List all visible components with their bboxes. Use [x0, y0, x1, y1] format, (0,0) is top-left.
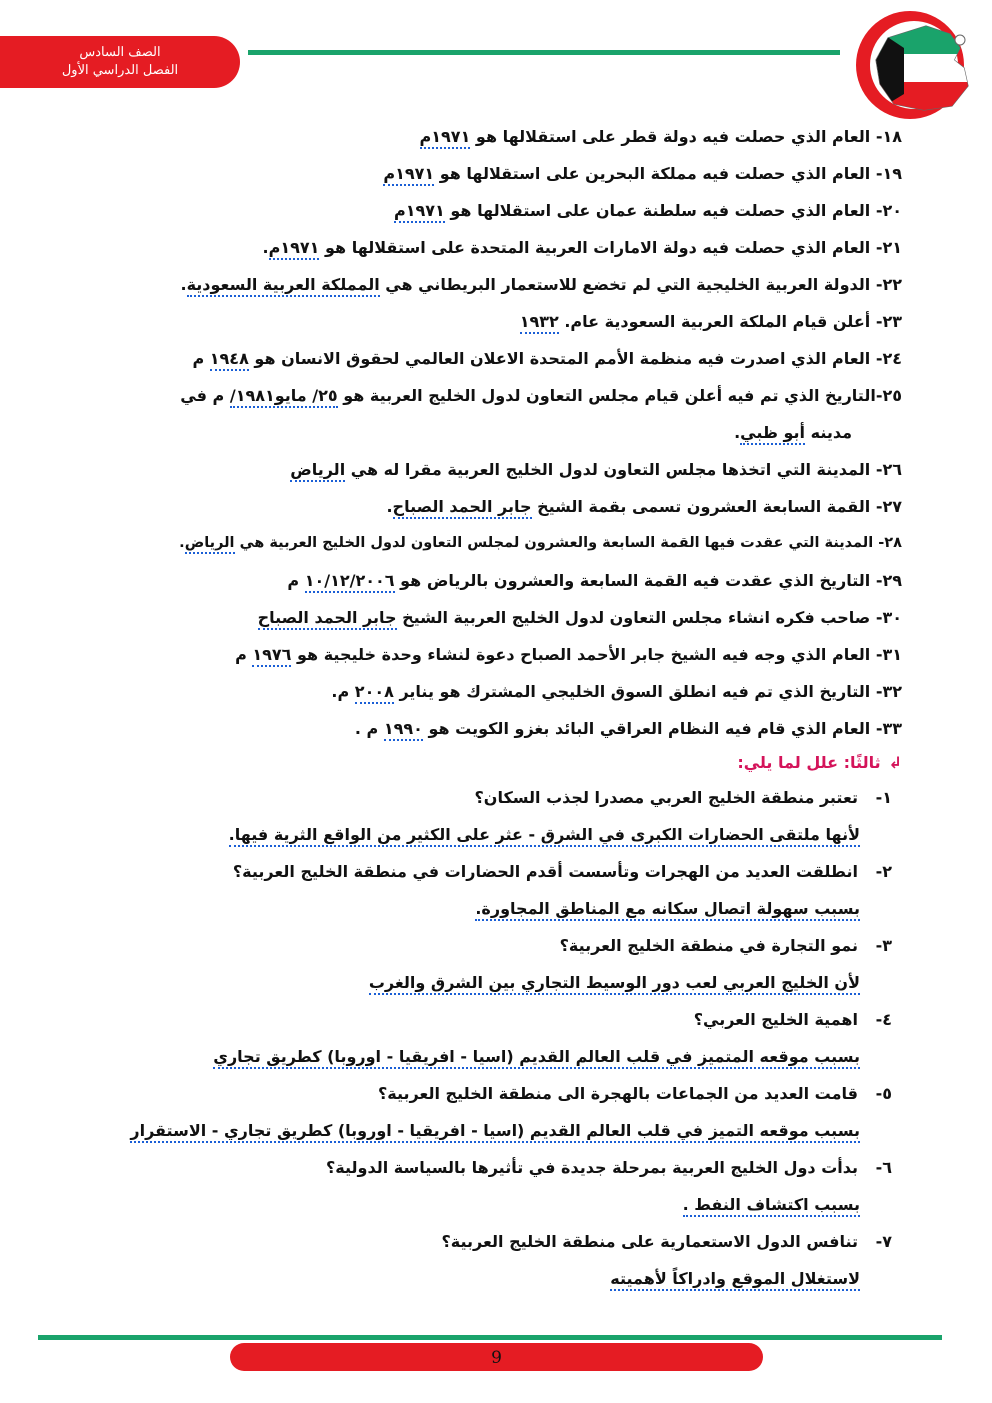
fact-26: ٢٦- المدينة التي اتخذها مجلس التعاون لدول الخليج العربية مقرا له هي الرياض [50, 451, 902, 488]
answer: ٢٠٠٨ [355, 682, 394, 704]
answer: ١٩٧١م [420, 127, 471, 149]
reason-answer: لاستغلال الموقع وادراكاً لأهميته [50, 1260, 902, 1297]
grade-label: الصف السادس [79, 45, 161, 60]
answer: ١٩٧١م [394, 201, 445, 223]
reason-answer: بسبب موقعه المتميز في قلب العالم القديم (اسيا - افريقيا - اوروبا) كطريق تجاري [50, 1038, 902, 1075]
answer: جابر الحمد الصباح [393, 497, 532, 519]
reason-answer: بسبب اكتشاف النفط . [50, 1186, 902, 1223]
reason-question: ٥-قامت العديد من الجماعات بالهجرة الى منطقة الخليج العربية؟ [377, 1084, 892, 1103]
fact-27: ٢٧- القمة السابعة العشرون تسمى بقمة الشيخ جابر الحمد الصباح. [50, 488, 902, 525]
fact-25: ٢٥-التاريخ الذي تم فيه أعلن قيام مجلس التعاون لدول الخليج العربية هو ٢٥/ مايو١٩٨١/ م في [50, 377, 902, 414]
reason-answer: بسبب سهولة اتصال سكانه مع المناطق المجاورة. [50, 890, 902, 927]
reason-question: ٤-اهمية الخليج العربي؟ [693, 1010, 892, 1029]
answer: الرياض [290, 460, 345, 482]
term-label: الفصل الدراسي الأول [61, 63, 179, 78]
answer: ١٩٤٨ [210, 349, 249, 371]
fact-30: ٣٠- صاحب فكره انشاء مجلس التعاون لدول الخليج العربية الشيخ جابر الحمد الصباح [50, 599, 902, 636]
reason-answer: لأنها ملتقى الحضارات الكبرى في الشرق - عثر على الكثير من الواقع الثرية فيها. [50, 816, 902, 853]
header-badge [0, 36, 240, 88]
fact-24: ٢٤- العام الذي اصدرت فيه منظمة الأمم المتحدة الاعلان العالمي لحقوق الانسان هو ١٩٤٨ م [50, 340, 902, 377]
kuwait-map-logo-icon [848, 10, 978, 120]
answer: أبو ظبي [740, 423, 805, 445]
header-divider [248, 50, 840, 55]
fact-28: ٢٨- المدينة التي عقدت فيها القمة السابعة والعشرون لمجلس التعاون لدول الخليج العربية هي الرياض. [50, 525, 902, 562]
footer-divider [38, 1335, 942, 1340]
fact-18: ١٨- العام الذي حصلت فيه دولة قطر على استقلالها هو ١٩٧١م [50, 118, 902, 155]
answer: ١٩٧٦ [252, 645, 291, 667]
section-title: ↲ثالثًا: علل لما يلي: [737, 753, 902, 772]
reason-question: ١-تعتبر منطقة الخليج العربي مصدرا لجذب السكان؟ [474, 788, 892, 807]
reason-question: ٧-تنافس الدول الاستعمارية على منطقة الخليج العربية؟ [441, 1232, 892, 1251]
reason-question: ٦-بدأت دول الخليج العربية بمرحلة جديدة في تأثيرها بالسياسة الدولية؟ [326, 1158, 892, 1177]
answer: ١٩٧١م [383, 164, 434, 186]
fact-31: ٣١- العام الذي وجه فيه الشيخ جابر الأحمد الصباح دعوة لنشاء وحدة خليجية هو ١٩٧٦ م [50, 636, 902, 673]
fact-19: ١٩- العام الذي حصلت فيه مملكة البحرين على استقلالها هو ١٩٧١م [50, 155, 902, 192]
answer: جابر الحمد الصباح [258, 608, 397, 630]
fact-32: ٣٢- التاريخ الذي تم فيه انطلق السوق الخليجي المشترك هو يناير ٢٠٠٨ م. [50, 673, 902, 710]
content [50, 118, 902, 1297]
reason-question: ٣-نمو التجارة في منطقة الخليج العربية؟ [559, 936, 892, 955]
fact-25-continuation: مدينه أبو ظبي. [50, 414, 902, 451]
answer: المملكة العربية السعودية [187, 275, 380, 297]
fact-22: ٢٢- الدولة العربية الخليجية التي لم تخضع للاستعمار البريطاني هي المملكة العربية السعودية. [50, 266, 902, 303]
answer: ١٠/١٢/٢٠٠٦ [305, 571, 395, 593]
fact-33: ٣٣- العام الذي قام فيه النظام العراقي البائد بغزو الكويت هو ١٩٩٠ م . [50, 710, 902, 747]
answer: ١٩٩٠ [384, 719, 423, 741]
fact-29: ٢٩- التاريخ الذي عقدت فيه القمة السابعة والعشرون بالرياض هو ١٠/١٢/٢٠٠٦ م [50, 562, 902, 599]
reason-question: ٢-انطلقت العديد من الهجرات وتأسست أقدم الحضارات في منطقة الخليج العربية؟ [232, 862, 892, 881]
return-arrow-icon: ↲ [888, 753, 902, 772]
reason-answer: بسبب موقعه التميز في قلب العالم القديم (اسيا - افريقيا - اوروبا) كطريق تجاري - الاستقرار [50, 1112, 902, 1149]
answer: ١٩٧١م [269, 238, 320, 260]
fact-20: ٢٠- العام الذي حصلت فيه سلطنة عمان على استقلالها هو ١٩٧١م [50, 192, 902, 229]
answer: ٢٥/ مايو١٩٨١/ [230, 386, 338, 408]
fact-23: ٢٣- أعلن قيام الملكة العربية السعودية عام. ١٩٣٢ [50, 303, 902, 340]
fact-21: ٢١- العام الذي حصلت فيه دولة الامارات العربية المتحدة على استقلالها هو ١٩٧١م. [50, 229, 902, 266]
page-number: 9 [230, 1343, 763, 1371]
reason-answer: لأن الخليج العربي لعب دور الوسيط التجاري بين الشرق والغرب [50, 964, 902, 1001]
answer: ١٩٣٢ [520, 312, 559, 334]
answer: الرياض [185, 535, 235, 554]
